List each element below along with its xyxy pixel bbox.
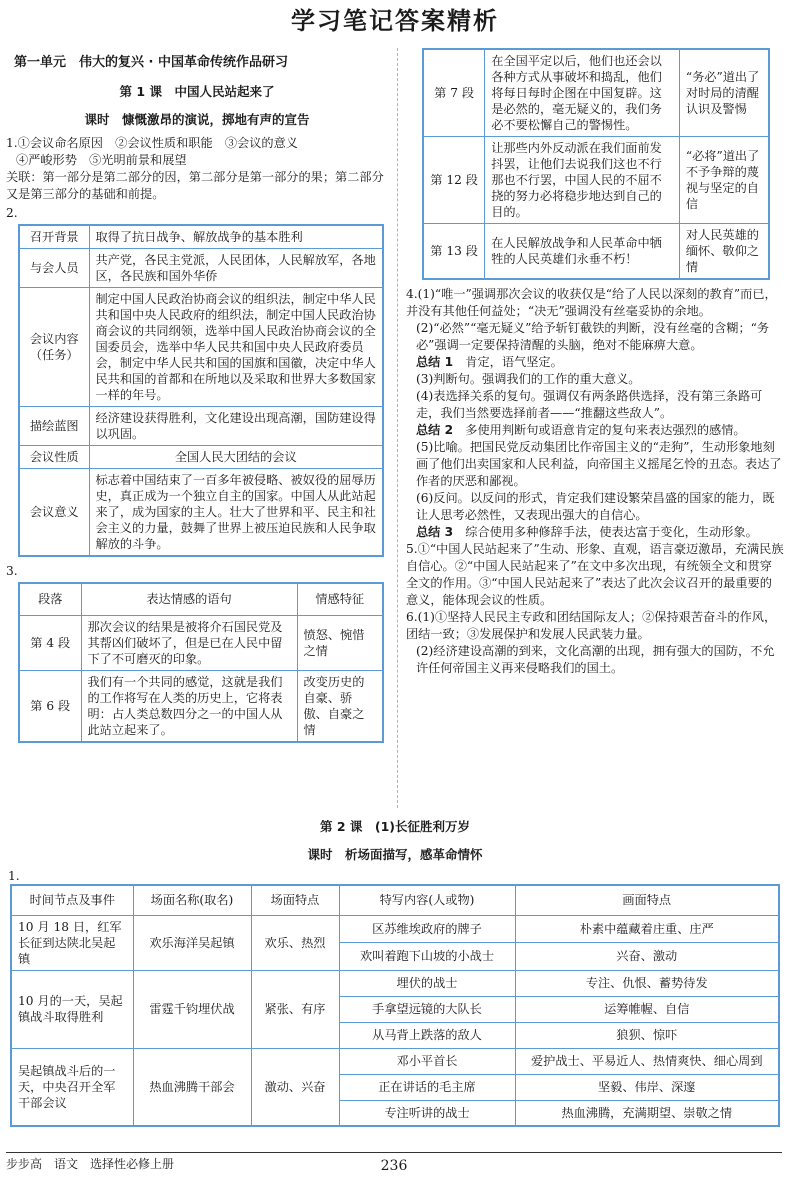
lesson-2-heading: 第 2 课 (1)长征胜利万岁 [319,819,471,834]
row-label: 与会人员 [19,249,89,288]
emotion-table-continued [422,48,770,280]
lesson-heading: 第 1 课 中国人民站起来了 [119,83,275,99]
sentence-cell: 让那些内外反动派在我们面前发抖罢，让他们去说我们这也不行那也不行罢，中国人民的不屈不挠的努力必将稳步地达到自己的目的。 [485,137,680,224]
table-row [423,49,769,137]
summary-text: 肯定，语气坚定。 [453,355,563,369]
q5-text: ①“中国人民站起来了”生动、形象、直观，语言豪迈激昂，充满民族自信心。②“中国人民站起来了”在文中多次出现，有统领全文和贯穿全文的作用。③“中国人民站起来了”表达了此次会议召开的最重要的意义，能体现会议的性质。 [406,542,784,607]
paragraph-cell: 第 12 段 [423,137,485,224]
q4-part-2: (2)“必然”“毫无疑义”给予斩钉截铁的判断，没有丝毫的含糊；“务必”强调一定要保持清醒的头脑，绝对不能麻痹大意。 [416,321,770,352]
focus-cell: 欢叫着跑下山坡的小战士 [339,943,515,971]
emotion-cell: 对人民英雄的缅怀、敬仰之情 [679,224,769,280]
event-cell: 10 月 18 日，红军长征到达陕北吴起镇 [11,915,133,970]
scene-name-cell: 雷霆千钧埋伏战 [133,970,251,1048]
left-column [6,52,388,743]
summary-2 [416,422,784,439]
q4-part-1: (1)“唯一”强调那次会议的收获仅是“给了人民以深刻的教育”而已，并没有其他任何益处；“决无”强调没有丝毫妥协的余地。 [406,287,777,318]
row-value: 经济建设获得胜利，文化建设出现高潮，国防建设得以巩固。 [89,407,383,446]
paragraph-cell: 第 13 段 [423,224,485,280]
picture-feature-cell: 专注、仇恨、蓄势待发 [515,970,779,996]
q1-line-3: 关联：第一部分是第二部分的因，第二部分是第一部分的果；第二部分又是第三部分的基础和前提。 [6,170,384,202]
column-divider [397,48,398,808]
q4-part-6: (6)反问。以反问的形式，肯定我们建设繁荣昌盛的国家的能力，既让人思考必然性，又表现出强大的自信心。 [416,491,775,522]
column-header: 画面特点 [515,885,779,915]
picture-feature-cell: 兴奋、激动 [515,943,779,971]
emotion-cell: 愤怒、惋惜之情 [297,615,383,670]
summary-text: 综合使用多种修辞手法，使表达富于变化，生动形象。 [453,525,758,539]
focus-cell: 专注听讲的战士 [339,1100,515,1126]
question-5 [406,541,784,609]
column-header: 表达情感的语句 [81,583,297,615]
summary-label: 总结 3 [416,525,454,539]
row-value: 共产党，各民主党派，人民团体，人民解放军，各地区，各民族和国外华侨 [89,249,383,288]
question-6 [406,609,784,643]
picture-feature-cell: 运筹帷幄、自信 [515,996,779,1022]
q4-part-3: (3)判断句。强调我们的工作的重大意义。 [416,372,641,386]
summary-label: 总结 1 [416,355,454,369]
picture-feature-cell: 爱护战士、平易近人、热情爽快、细心周到 [515,1048,779,1074]
lesson-2-class-heading: 课时 析场面描写，感革命情怀 [307,847,483,862]
table-row [11,970,779,996]
long-march-table-wrap [10,884,780,1127]
question-number: 4. [406,287,418,301]
paragraph-cell: 第 7 段 [423,49,485,137]
scene-name-cell: 欢乐海洋吴起镇 [133,915,251,970]
row-value: 标志着中国结束了一百多年被侵略、被奴役的屈辱历史，真正成为一个独立自主的国家。中国人从此站起来了，成为国家的主人。壮大了世界和平、民主和社会主义的力量，鼓舞了世界上被压迫民族和人民争取解放的斗争。 [89,469,383,557]
focus-cell: 手拿望远镜的大队长 [339,996,515,1022]
unit-heading: 第一单元 伟大的复兴 · 中国革命传统作品研习 [14,55,288,70]
column-header: 场面特点 [251,885,339,915]
question-4 [406,286,784,320]
page-title: 学习笔记答案精析 [291,7,499,35]
row-value: 全国人民大团结的会议 [89,446,383,469]
row-label: 会议意义 [19,469,89,557]
class-heading: 课时 慷慨激昂的演说，掷地有声的宣告 [84,111,310,127]
question-number: 3. [6,564,18,579]
footer-divider [6,1152,782,1153]
question-number: 2. [6,206,18,221]
row-value: 制定中国人民政治协商会议的组织法，制定中华人民共和国中央人民政府的组织法，制定中国人民政治协商会议的共同纲领，选举中国人民政治协商会议的全国委员会，选举中华人民共和国中央人民政府委员会，制定中华人民共和国的国旗和国徽，决定中华人民共和国的首都和在所地以及采取和世界大多数国家一样的年号。 [89,288,383,407]
sentence-cell: 我们有一个共同的感觉，这就是我们的工作将写在人类的历史上，它将表明：占人类总数四分之一的中国人从此站立起来了。 [81,670,297,742]
question-number: 1. [8,869,20,883]
summary-label: 总结 2 [416,423,454,437]
q6-part-2: (2)经济建设高潮的到来，文化高潮的出现，拥有强大的国防，不允许任何帝国主义再来侵略我们的国土。 [416,644,775,675]
row-label: 描绘蓝图 [19,407,89,446]
focus-cell: 正在讲话的毛主席 [339,1074,515,1100]
book-name: 步步高 语文 选择性必修上册 [6,1157,175,1171]
picture-feature-cell: 热血沸腾，充满期望、崇敬之情 [515,1100,779,1126]
column-header: 段落 [19,583,81,615]
column-header: 场面名称(取名) [133,885,251,915]
q1-line-1: ①会议命名原因 ②会议性质和职能 ③会议的意义 [17,136,298,151]
question-number: 5. [406,542,418,556]
summary-3 [416,524,784,541]
q1-line-2: ④严峻形势 ⑤光明前景和展望 [16,153,187,168]
table-row [11,1048,779,1074]
table-row [423,137,769,224]
scene-feature-cell: 激动、兴奋 [251,1048,339,1126]
scene-name-cell: 热血沸腾干部会 [133,1048,251,1126]
emotion-cell: “务必”道出了对时局的清醒认识及警惕 [679,49,769,137]
question-number: 1. [6,136,18,151]
paragraph-cell: 第 4 段 [19,615,81,670]
right-column [406,48,784,677]
row-label: 会议内容（任务） [19,288,89,407]
picture-feature-cell: 朴素中蕴藏着庄重、庄严 [515,915,779,943]
scene-feature-cell: 欢乐、热烈 [251,915,339,970]
table-row [423,224,769,280]
long-march-scene-table [10,884,780,1127]
focus-cell: 埋伏的战士 [339,970,515,996]
table-row [11,915,779,943]
focus-cell: 从马背上跌落的敌人 [339,1022,515,1048]
summary-text: 多使用判断句或语意肯定的复句来表达强烈的感情。 [453,423,746,437]
table-row [19,288,383,407]
row-label: 会议性质 [19,446,89,469]
emotion-table [18,582,384,743]
table-header-row [19,583,383,615]
sentence-cell: 那次会议的结果是被将介石国民党及其帮凶们破坏了，但是已在人民中留下了不可磨灭的印象。 [81,615,297,670]
row-value: 取得了抗日战争、解放战争的基本胜利 [89,225,383,249]
event-cell: 10 月的一天，吴起镇战斗取得胜利 [11,970,133,1048]
table-row [19,446,383,469]
table-row [19,670,383,742]
event-cell: 吴起镇战斗后的一天，中央召开全军干部会议 [11,1048,133,1126]
row-label: 召开背景 [19,225,89,249]
summary-1 [416,354,784,371]
scene-feature-cell: 紧张、有序 [251,970,339,1048]
column-header: 时间节点及事件 [11,885,133,915]
picture-feature-cell: 坚毅、伟岸、深邃 [515,1074,779,1100]
focus-cell: 邓小平首长 [339,1048,515,1074]
picture-feature-cell: 狼狈、惊吓 [515,1022,779,1048]
sentence-cell: 在全国平定以后，他们也还会以各种方式从事破坏和捣乱，他们将每日每时企图在中国复辟。这是必然的，毫无疑义的，我们务必不要松懈自己的警惕性。 [485,49,680,137]
question-number: 6. [406,610,418,624]
table-row [19,469,383,557]
column-header: 情感特征 [297,583,383,615]
focus-cell: 区苏维埃政府的牌子 [339,915,515,943]
column-header: 特写内容(人或物) [339,885,515,915]
sentence-cell: 在人民解放战争和人民革命中牺牲的人民英雄们永垂不朽！ [485,224,680,280]
q4-part-5: (5)比喻。把国民党反动集团比作帝国主义的“走狗”，生动形象地刻画了他们出卖国家和人民利益，向帝国主义摇尾乞怜的丑态。表达了作者的厌恶和鄙视。 [416,440,782,488]
table-row [19,225,383,249]
table-row [19,615,383,670]
table-row [19,407,383,446]
emotion-cell: “必将”道出了不予争辩的蔑视与坚定的自信 [679,137,769,224]
paragraph-cell: 第 6 段 [19,670,81,742]
question-1 [6,135,388,203]
emotion-cell: 改变历史的自豪、骄傲、自豪之情 [297,670,383,742]
table-header-row [11,885,779,915]
q4-part-4: (4)表选择关系的复句。强调仅有两条路供选择，没有第三条路可走，我们当然要选择前者——“推翻这些敌人”。 [416,389,763,420]
meeting-summary-table [18,224,384,557]
q6-part-1: (1)①坚持人民民主专政和团结国际友人；②保持艰苦奋斗的作风，团结一致；③发展保护和发展人民武装力量。 [406,610,777,641]
table-row [19,249,383,288]
page-number: 236 [380,1158,408,1174]
